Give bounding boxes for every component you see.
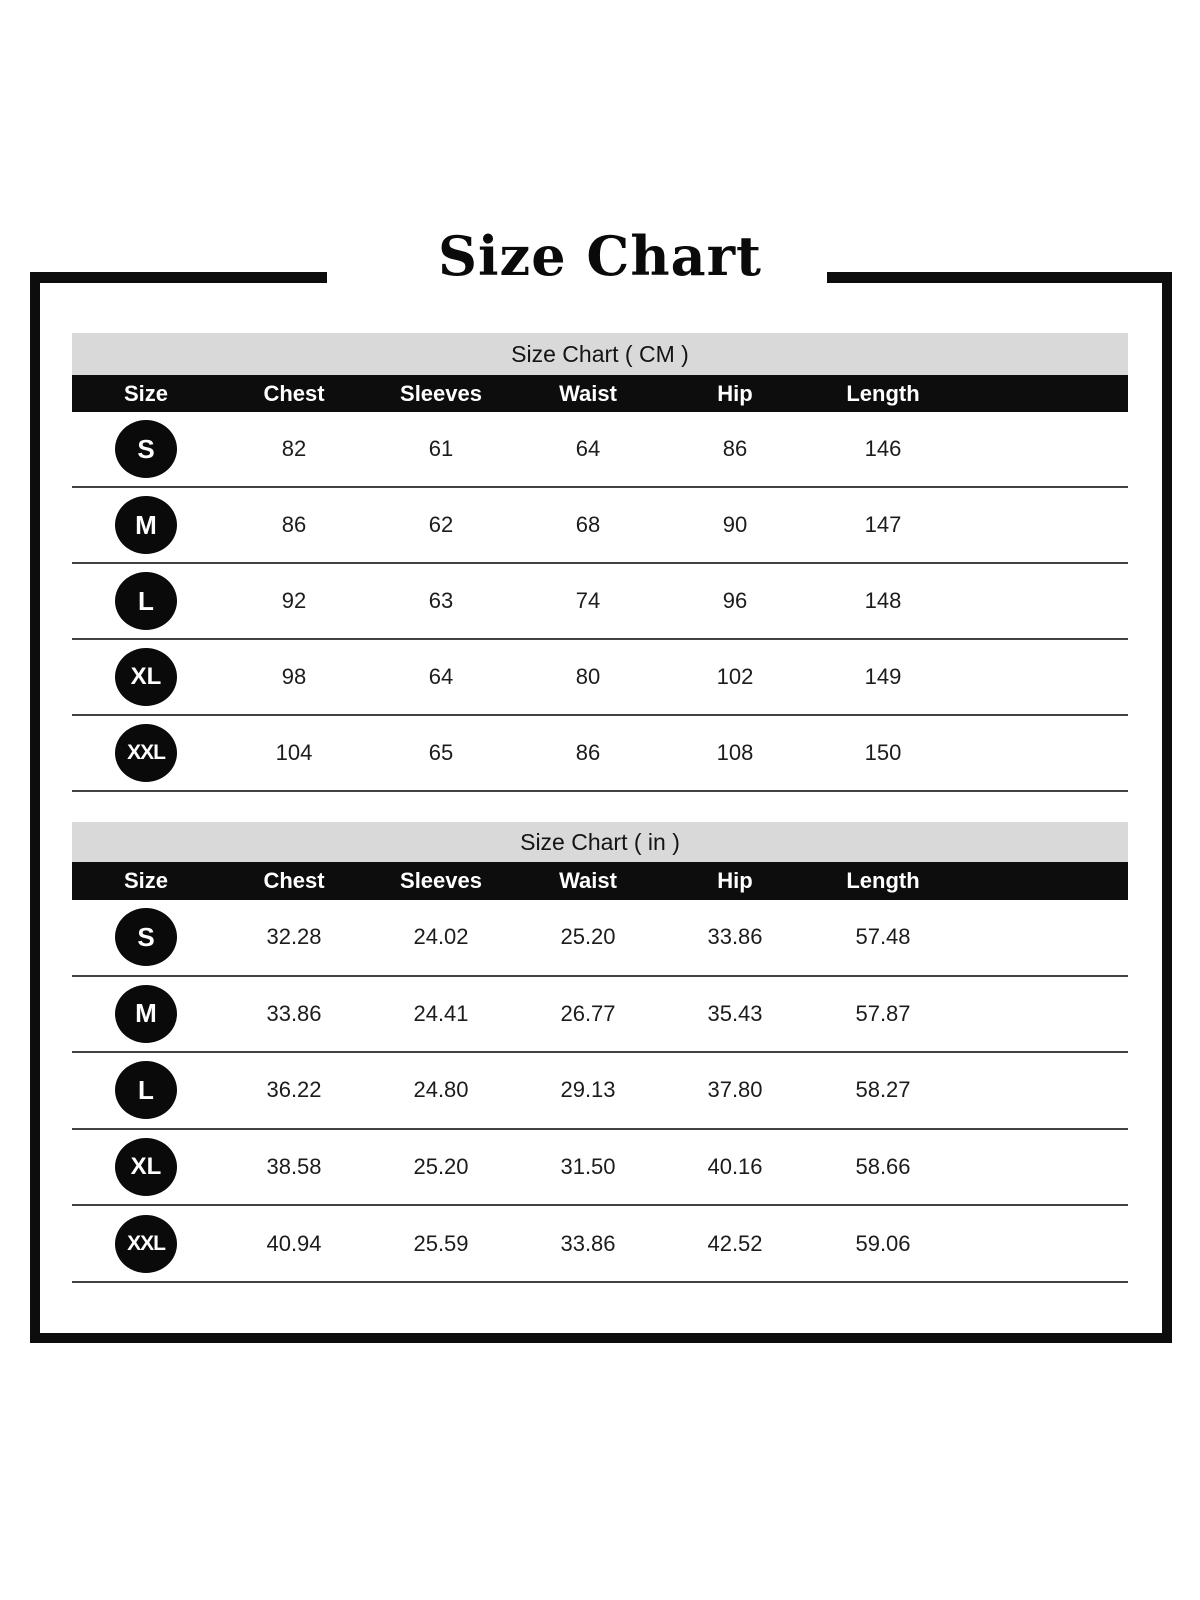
length-cell: 149 — [864, 664, 902, 689]
chest-cell: 36.22 — [266, 1077, 322, 1103]
empty-cell — [958, 1130, 1128, 1205]
size-table-in — [72, 822, 1128, 1283]
size-badge-m: M — [115, 985, 177, 1043]
waist-cell: 29.13 — [560, 1077, 616, 1103]
sleeves-cell: 63 — [428, 588, 454, 613]
size-badge-xxl: XXL — [115, 1215, 177, 1273]
length-cell: 58.66 — [855, 1154, 911, 1180]
waist-cell: 31.50 — [560, 1154, 616, 1180]
column-header-sleeves: Sleeves — [400, 868, 482, 893]
waist-cell: 80 — [575, 664, 601, 689]
chest-cell: 38.58 — [266, 1154, 322, 1180]
hip-cell: 33.86 — [707, 924, 763, 950]
column-header-hip: Hip — [717, 868, 753, 893]
empty-cell — [958, 977, 1128, 1052]
column-header-length: Length — [846, 380, 920, 406]
chest-cell: 86 — [281, 512, 307, 537]
hip-cell: 35.43 — [707, 1000, 763, 1026]
size-badge-xl: XL — [115, 648, 177, 706]
hip-cell: 90 — [722, 512, 748, 537]
size-cell — [72, 1130, 220, 1205]
waist-cell: 64 — [575, 436, 601, 461]
hip-cell: 37.80 — [707, 1077, 763, 1103]
empty-cell — [958, 640, 1128, 714]
length-cell: 58.27 — [855, 1077, 911, 1103]
column-header-sleeves: Sleeves — [400, 380, 482, 406]
empty-header-cell — [958, 375, 1128, 412]
sleeves-cell: 24.02 — [413, 924, 469, 950]
size-badge-s: S — [115, 908, 177, 966]
table-header-row-in — [72, 862, 1128, 900]
hip-cell: 86 — [722, 436, 748, 461]
column-header-hip: Hip — [717, 380, 753, 406]
empty-cell — [958, 412, 1128, 486]
hip-cell: 40.16 — [707, 1154, 763, 1180]
size-badge-l: L — [115, 572, 177, 630]
hip-cell: 42.52 — [707, 1230, 763, 1256]
column-header-waist: Waist — [559, 868, 617, 893]
size-table-cm — [72, 333, 1128, 792]
waist-cell: 26.77 — [560, 1000, 616, 1026]
chest-cell: 92 — [281, 588, 307, 613]
table-row-s — [72, 900, 1128, 977]
size-cell — [72, 412, 220, 486]
size-badge-xl: XL — [115, 1138, 177, 1196]
hip-cell: 96 — [722, 588, 748, 613]
table-row-xxl — [72, 716, 1128, 792]
size-cell — [72, 564, 220, 638]
length-cell: 57.48 — [855, 924, 911, 950]
size-cell — [72, 640, 220, 714]
sleeves-cell: 61 — [428, 436, 454, 461]
column-header-chest: Chest — [263, 380, 325, 406]
waist-cell: 86 — [575, 740, 601, 765]
table-row-m — [72, 977, 1128, 1054]
hip-cell: 108 — [716, 740, 754, 765]
size-cell — [72, 716, 220, 790]
chest-cell: 104 — [275, 740, 313, 765]
table-row-l — [72, 564, 1128, 640]
table-row-l — [72, 1053, 1128, 1130]
table-row-xxl — [72, 1206, 1128, 1283]
sleeves-cell: 65 — [428, 740, 454, 765]
size-cell — [72, 1053, 220, 1128]
column-header-size: Size — [123, 868, 169, 893]
length-cell: 57.87 — [855, 1000, 911, 1026]
sleeves-cell: 24.80 — [413, 1077, 469, 1103]
table-title-in: Size Chart ( in ) — [72, 822, 1128, 862]
chest-cell: 98 — [281, 664, 307, 689]
hip-cell: 102 — [716, 664, 754, 689]
waist-cell: 74 — [575, 588, 601, 613]
empty-cell — [958, 564, 1128, 638]
sleeves-cell: 25.59 — [413, 1230, 469, 1256]
sleeves-cell: 25.20 — [413, 1154, 469, 1180]
column-header-length: Length — [846, 868, 920, 893]
size-cell — [72, 977, 220, 1052]
sleeves-cell: 64 — [428, 664, 454, 689]
size-cell — [72, 900, 220, 975]
size-cell — [72, 488, 220, 562]
table-row-s — [72, 412, 1128, 488]
chest-cell: 40.94 — [266, 1230, 322, 1256]
length-cell: 147 — [864, 512, 902, 537]
chest-cell: 82 — [281, 436, 307, 461]
size-badge-l: L — [115, 1061, 177, 1119]
size-badge-m: M — [115, 496, 177, 554]
sleeves-cell: 62 — [428, 512, 454, 537]
length-cell: 146 — [864, 436, 902, 461]
column-header-chest: Chest — [263, 868, 325, 893]
empty-cell — [958, 1206, 1128, 1281]
length-cell: 148 — [864, 588, 902, 613]
length-cell: 59.06 — [855, 1230, 911, 1256]
empty-cell — [958, 716, 1128, 790]
table-row-m — [72, 488, 1128, 564]
length-cell: 150 — [864, 740, 902, 765]
table-title-cm: Size Chart ( CM ) — [72, 333, 1128, 375]
size-badge-xxl: XXL — [115, 724, 177, 782]
column-header-waist: Waist — [559, 380, 617, 406]
column-header-size: Size — [123, 380, 169, 406]
empty-header-cell — [958, 862, 1128, 900]
waist-cell: 33.86 — [560, 1230, 616, 1256]
size-badge-s: S — [115, 420, 177, 478]
size-cell — [72, 1206, 220, 1281]
table-row-xl — [72, 640, 1128, 716]
page-title: Size Chart — [438, 224, 762, 288]
sleeves-cell: 24.41 — [413, 1000, 469, 1026]
empty-cell — [958, 1053, 1128, 1128]
waist-cell: 25.20 — [560, 924, 616, 950]
empty-cell — [958, 900, 1128, 975]
waist-cell: 68 — [575, 512, 601, 537]
chest-cell: 32.28 — [266, 924, 322, 950]
chest-cell: 33.86 — [266, 1000, 322, 1026]
table-header-row-cm — [72, 375, 1128, 412]
table-row-xl — [72, 1130, 1128, 1207]
empty-cell — [958, 488, 1128, 562]
